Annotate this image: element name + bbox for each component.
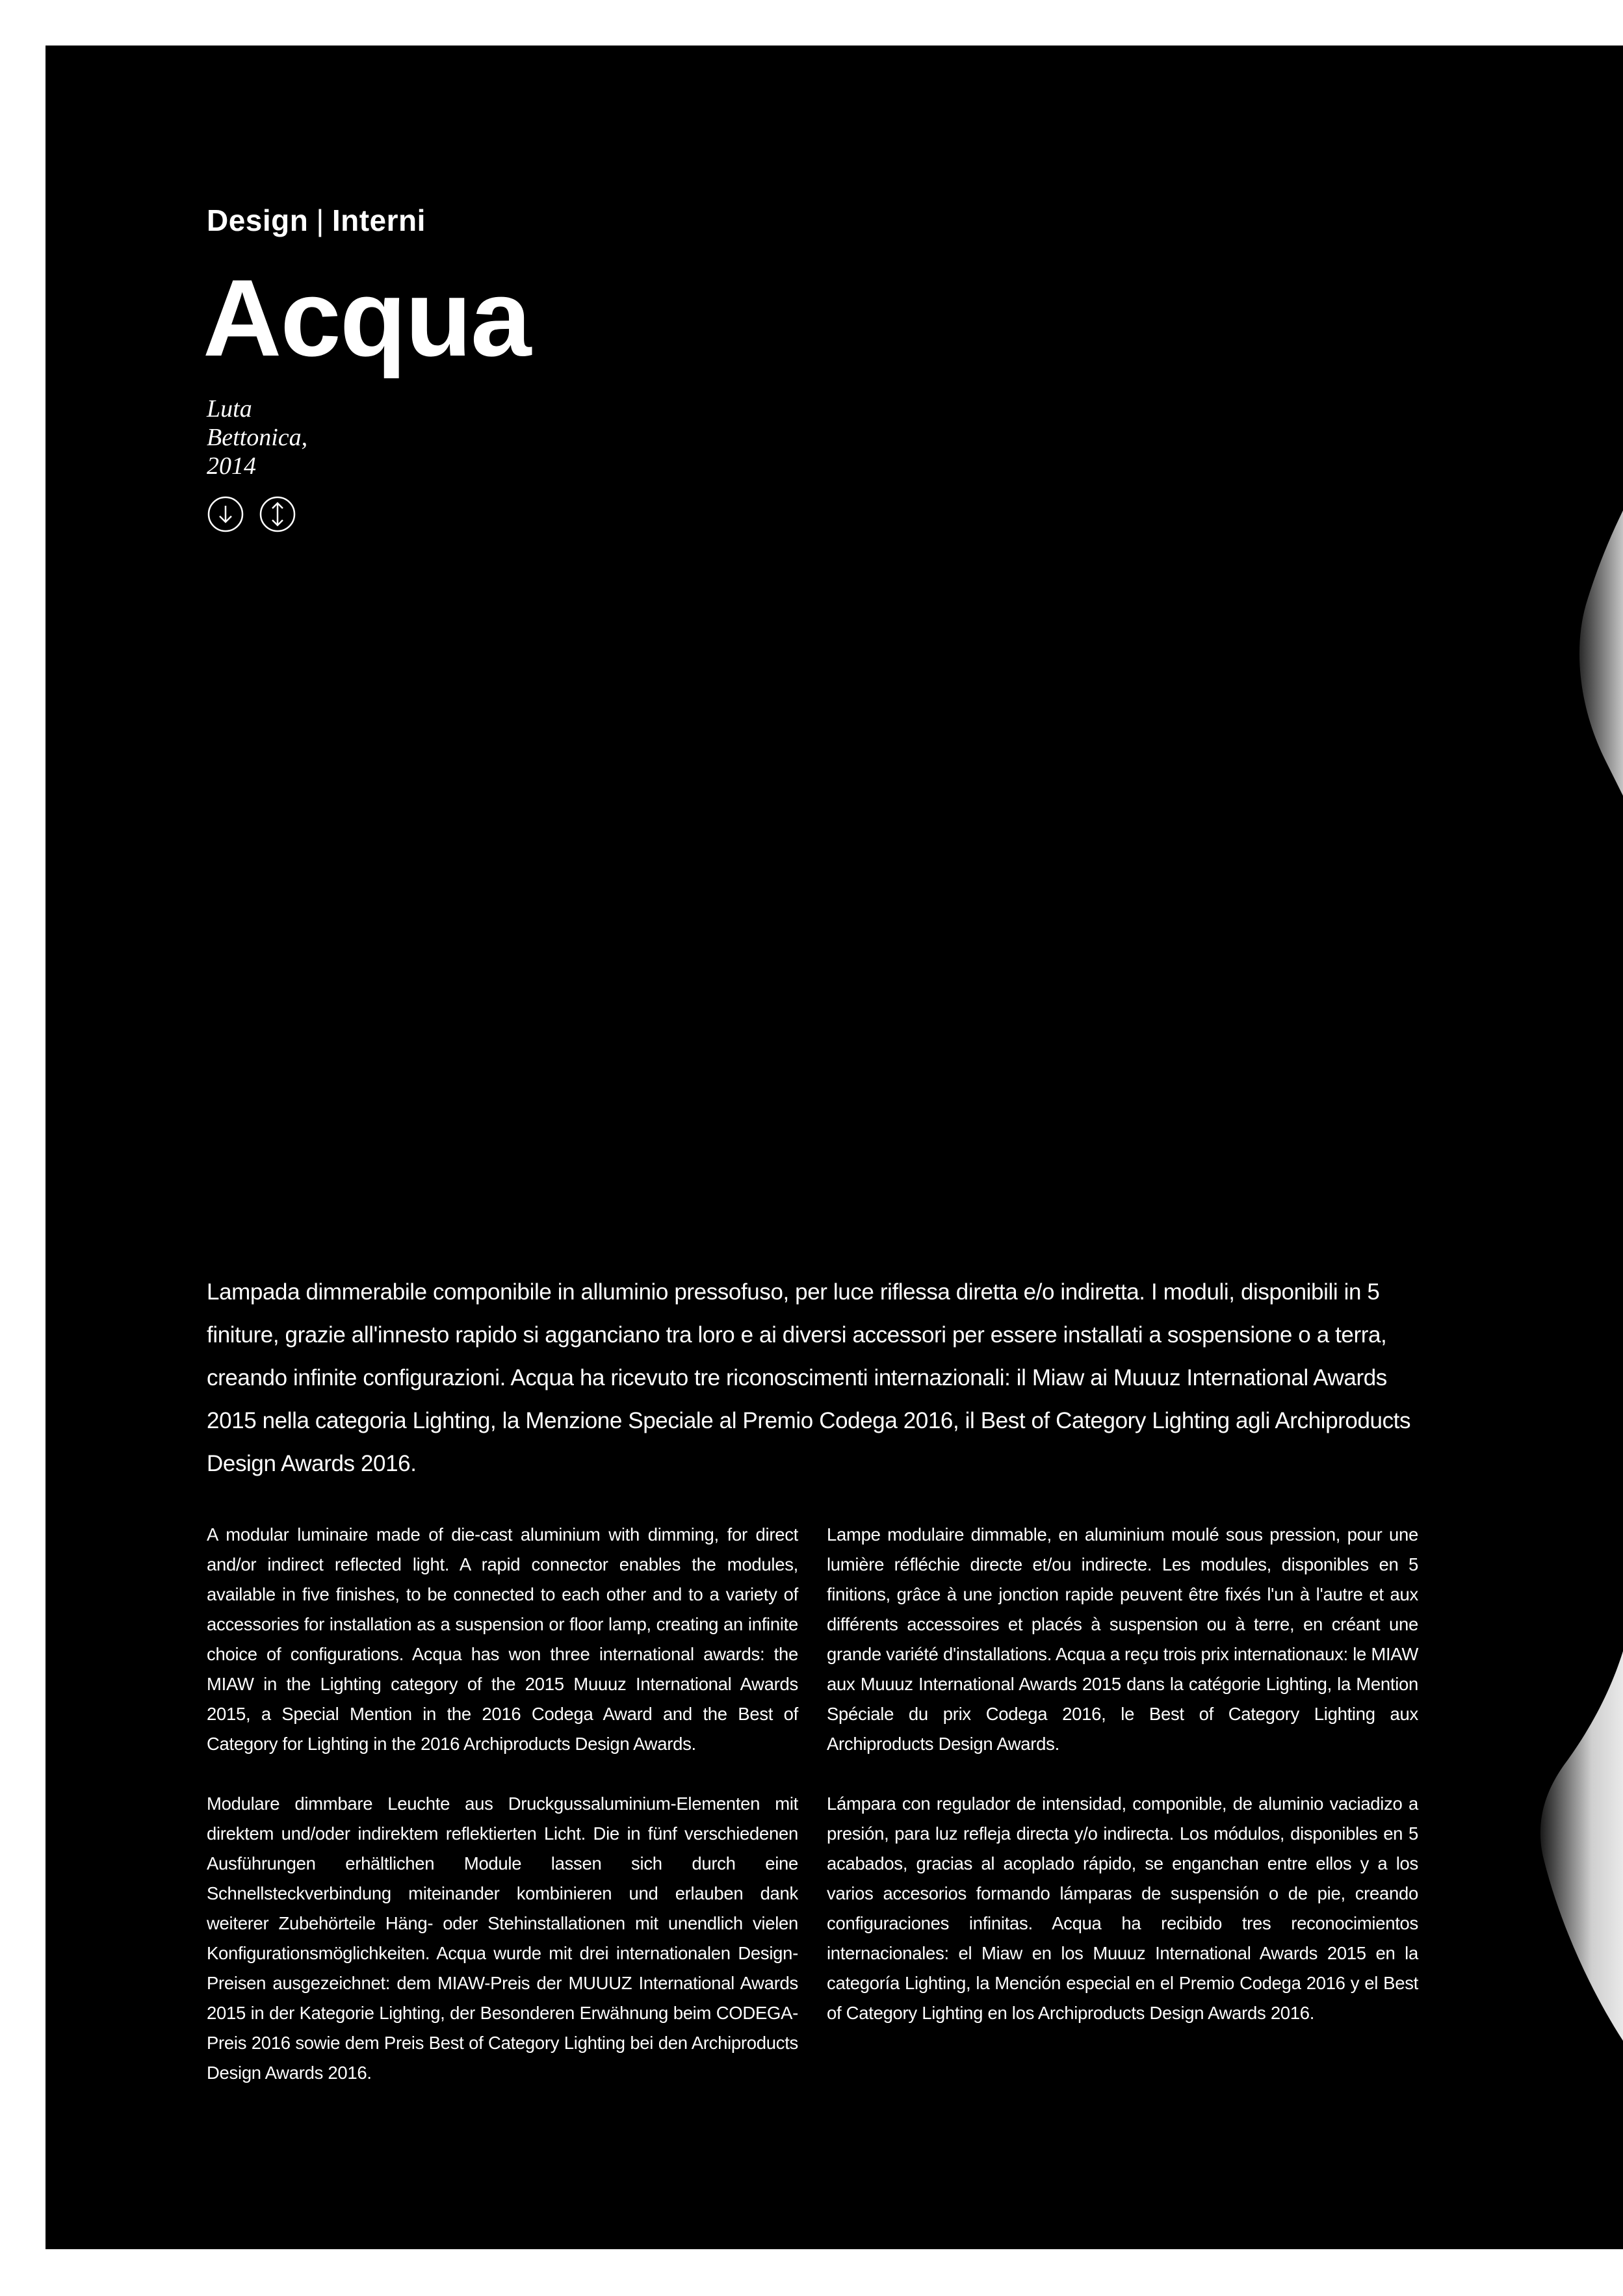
section-separator: | — [316, 203, 324, 237]
lamp-product-photo — [1508, 436, 1623, 2249]
section-interni: Interni — [331, 203, 426, 237]
light-direction-icons — [207, 495, 296, 533]
up-down-arrow-light-icon — [259, 495, 296, 533]
paragraph-english: A modular luminaire made of die-cast aluminium with dimming, for direct and/or indirect reflected light. A rapid connector enables the modules, available in five finishes, to be connected to each other and to a variety of accessories for installation as a suspension or floor lamp, creating an infinite choice of configurations. Acqua has won three international awards: the MIAW in the Lighting category of the 2015 Muuuz International Awards 2015, a Special Mention in the 2016 Codega Award and the Best of Category for Lighting in the 2016 Archiproducts Design Awards. — [207, 1524, 798, 1754]
paragraph-spanish: Lámpara con regulador de intensidad, componible, de aluminio vaciadizo a presión, para luz refleja directa y/o indirecta. Los módulos, disponibles en 5 acabados, gracias al acoplado rápido, se enganchan entre ellos y a los varios accesorios formando lámparas de suspensión o de pie, creando configuraciones infinitas. Acqua ha recibido tres reconocimientos internacionales: el Miaw en los Muuuz International Awards 2015 en la categoría Lighting, la Mención especial en el Premio Codega 2016 y el Best of Category Lighting en los Archiproducts Design Awards 2016. — [827, 1794, 1418, 2023]
section-design: Design — [207, 203, 309, 237]
black-panel — [45, 46, 1623, 2249]
paragraph-french: Lampe modulaire dimmable, en aluminium moulé sous pression, pour une lumière réfléchie directe et/ou indirecte. Les modules, disponibles en 5 finitions, grâce à une jonction rapide peuvent être fixés l'un à l'autre et aux différents accessoires et placés à suspension ou à terre, en créant une grande variété d'installations. Acqua a reçu trois prix internationaux: le MIAW aux Muuuz International Awards 2015 dans la catégorie Lighting, la Mention Spéciale du prix Codega 2016, le Best of Category Lighting aux Archiproducts Design Awards. — [827, 1524, 1418, 1754]
section-label — [207, 203, 426, 238]
intro-paragraph-italian: Lampada dimmerabile componibile in alluminio pressofuso, per luce riflessa diretta e/o indiretta. I moduli, disponibili in 5 finiture, grazie all'innesto rapido si agganciano tra loro e ai diversi accessori per essere installati a sospensione o a terra, creando infinite configurazioni. Acqua ha ricevuto tre riconoscimenti internazionali: il Miaw ai Muuuz International Awards 2015 nella categoria Lighting, la Menzione Speciale al Premio Codega 2016, il Best of Category Lighting agli Archiproducts Design Awards 2016. — [207, 1279, 1411, 1476]
designer-year: Luta Bettonica, 2014 — [207, 395, 308, 480]
down-arrow-light-icon — [207, 495, 244, 533]
left-column — [207, 1520, 798, 2118]
product-title: Acqua — [203, 257, 530, 379]
paragraph-german: Modulare dimmbare Leuchte aus Druckgussaluminium-Elementen mit direktem und/oder indirektem reflektierten Licht. Die in fünf verschiedenen Ausführungen erhältlichen Module lassen sich durch eine Schnellsteckverbindung miteinander kombinieren und erlauben dank weiterer Zubehörteile Häng- oder Stehinstallationen mit unendlich vielen Konfigurationsmöglichkeiten. Acqua wurde mit drei internationalen Design-Preisen ausgezeichnet: dem MIAW-Preis der MUUUZ International Awards 2015 in der Kategorie Lighting, der Besonderen Erwähnung beim CODEGA-Preis 2016 sowie dem Preis Best of Category Lighting bei den Archiproducts Design Awards 2016. — [207, 1794, 798, 2083]
right-column — [827, 1520, 1418, 2058]
